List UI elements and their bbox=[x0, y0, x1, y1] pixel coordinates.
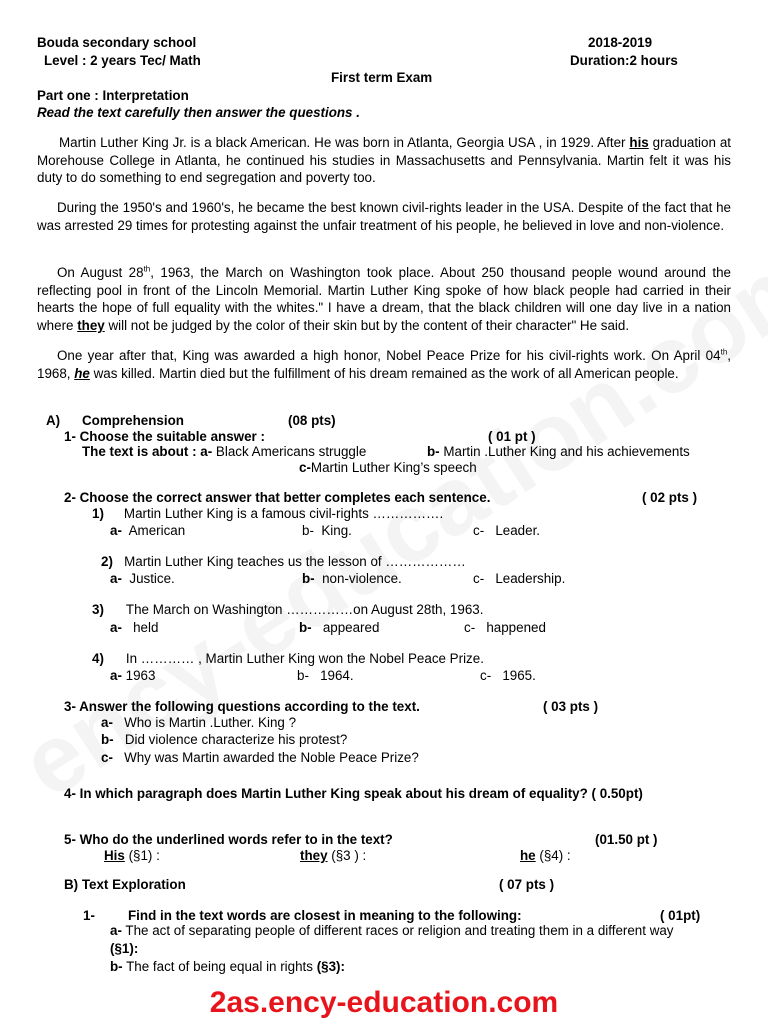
b-q1-item-a: a- The act of separating people of different races or religion and treating them in a different way bbox=[110, 923, 674, 938]
q2-item-2-option-c: c- Leadership. bbox=[473, 571, 566, 586]
q2-item-2: 2) Martin Luther King teaches us the lesson of ……………… bbox=[101, 554, 466, 569]
q2-item-1-option-b: b- King. bbox=[302, 523, 352, 538]
level: Level : 2 years Tec/ Math bbox=[44, 53, 201, 68]
q2-item-4-option-b: b- 1964. bbox=[297, 668, 354, 683]
q2-item-2-option-a: a- Justice. bbox=[110, 571, 175, 586]
q3-question-c: c- Why was Martin awarded the Noble Peace Prize? bbox=[101, 750, 419, 765]
q4-label: 4- In which paragraph does Martin Luther King speak about his dream of equality? ( 0.50pt) bbox=[64, 786, 643, 801]
q2-item-3-option-c: c- happened bbox=[464, 620, 546, 635]
b-q1-item-b: b- The fact of being equal in rights (§3): bbox=[110, 959, 345, 974]
paragraph-3: On August 28th, 1963, the March on Washington took place. About 250 thousand people wound around the reflecting pool in front of the Lincoln Memorial. Martin Luther King spoke of how black people had carried in their hearts the hope of full equality with the whites." I have a dream, that the black children will one day live in a nation where they will not be judged by the color of their skin but by the content of their character" He said. bbox=[37, 264, 731, 334]
q2-item-4: 4) In ………… , Martin Luther King won the Nobel Peace Prize. bbox=[92, 651, 484, 666]
q3-label: 3- Answer the following questions according to the text. bbox=[64, 699, 420, 714]
q1-options-line: The text is about : a- Black Americans struggle bbox=[82, 444, 367, 459]
footer-website: 2as.ency-education.com bbox=[209, 986, 559, 1019]
q5-label: 5- Who do the underlined words refer to in the text? bbox=[64, 832, 393, 847]
b-q1-item-a-ref: (§1): bbox=[110, 941, 139, 956]
q3-question-b: b- Did violence characterize his protest? bbox=[101, 732, 348, 747]
q1-option-c: c-Martin Luther King’s speech bbox=[299, 460, 477, 475]
q3-points: ( 03 pts ) bbox=[543, 699, 599, 714]
section-b-points: ( 07 pts ) bbox=[499, 877, 555, 892]
q1-label: 1- Choose the suitable answer : bbox=[64, 429, 265, 444]
q2-item-1-option-c: c- Leader. bbox=[473, 523, 541, 538]
q2-item-1: 1) Martin Luther King is a famous civil-rights ……………. bbox=[92, 506, 444, 521]
underlined-he: he bbox=[74, 365, 90, 381]
section-b-title: B) Text Exploration bbox=[64, 877, 186, 892]
q2-item-4-option-c: c- 1965. bbox=[480, 668, 536, 683]
school-year: 2018-2019 bbox=[588, 35, 653, 50]
q2-item-3-option-a: a- held bbox=[110, 620, 159, 635]
b-q1-num: 1- bbox=[83, 908, 95, 923]
q2-points: ( 02 pts ) bbox=[642, 490, 698, 505]
paragraph-1: Martin Luther King Jr. is a black American. He was born in Atlanta, Georgia USA , in 1929. After his graduation at Morehouse College in Atlanta, he continued his studies in Massachusetts and Pennsylvania. Martin felt it was his duty to do something to end segregation and poverty too. bbox=[37, 135, 731, 186]
section-a-title: Comprehension bbox=[82, 413, 184, 428]
part-one-instruction: Read the text carefully then answer the questions . bbox=[37, 105, 360, 120]
b-q1-label: Find in the text words are closest in meaning to the following: bbox=[128, 908, 522, 923]
school-name: Bouda secondary school bbox=[37, 35, 197, 50]
section-a-letter: A) bbox=[46, 413, 61, 428]
q5-they: they (§3 ) : bbox=[300, 848, 367, 863]
paragraph-2: During the 1950's and 1960's, he became the best known civil-rights leader in the USA. Despite of the fact that he was arrested 29 times for protesting against the unfair treatment of his people, he believed in love and non-violence. bbox=[37, 200, 731, 233]
part-one-title: Part one : Interpretation bbox=[37, 88, 189, 103]
q5-points: (01.50 pt ) bbox=[595, 832, 658, 847]
q5-he: he (§4) : bbox=[520, 848, 571, 863]
q2-label: 2- Choose the correct answer that better completes each sentence. bbox=[64, 490, 491, 505]
q3-question-a: a- Who is Martin .Luther. King ? bbox=[101, 715, 297, 730]
paragraph-4: One year after that, King was awarded a high honor, Nobel Peace Prize for his civil-rights work. On April 04th, 1968, he was killed. Martin died but the fulfillment of his dream remained as the work of all American people. bbox=[37, 347, 731, 381]
q2-item-3-option-b: b- appeared bbox=[299, 620, 380, 635]
q2-item-1-option-a: a- American bbox=[110, 523, 186, 538]
q1-points: ( 01 pt ) bbox=[488, 429, 536, 444]
b-q1-points: ( 01pt) bbox=[660, 908, 701, 923]
q5-his: His (§1) : bbox=[104, 848, 160, 863]
duration: Duration:2 hours bbox=[570, 53, 678, 68]
q2-item-4-option-a: a- 1963 bbox=[110, 668, 156, 683]
underlined-his: his bbox=[629, 135, 649, 150]
section-a-points: (08 pts) bbox=[288, 413, 336, 428]
q2-item-3: 3) The March on Washington ……………on August 28th, 1963. bbox=[92, 602, 484, 617]
underlined-they: they bbox=[77, 318, 105, 334]
exam-title: First term Exam bbox=[331, 70, 433, 85]
q1-option-b: b- Martin .Luther King and his achievements bbox=[427, 444, 690, 459]
q2-item-2-option-b: b- non-violence. bbox=[302, 571, 402, 586]
